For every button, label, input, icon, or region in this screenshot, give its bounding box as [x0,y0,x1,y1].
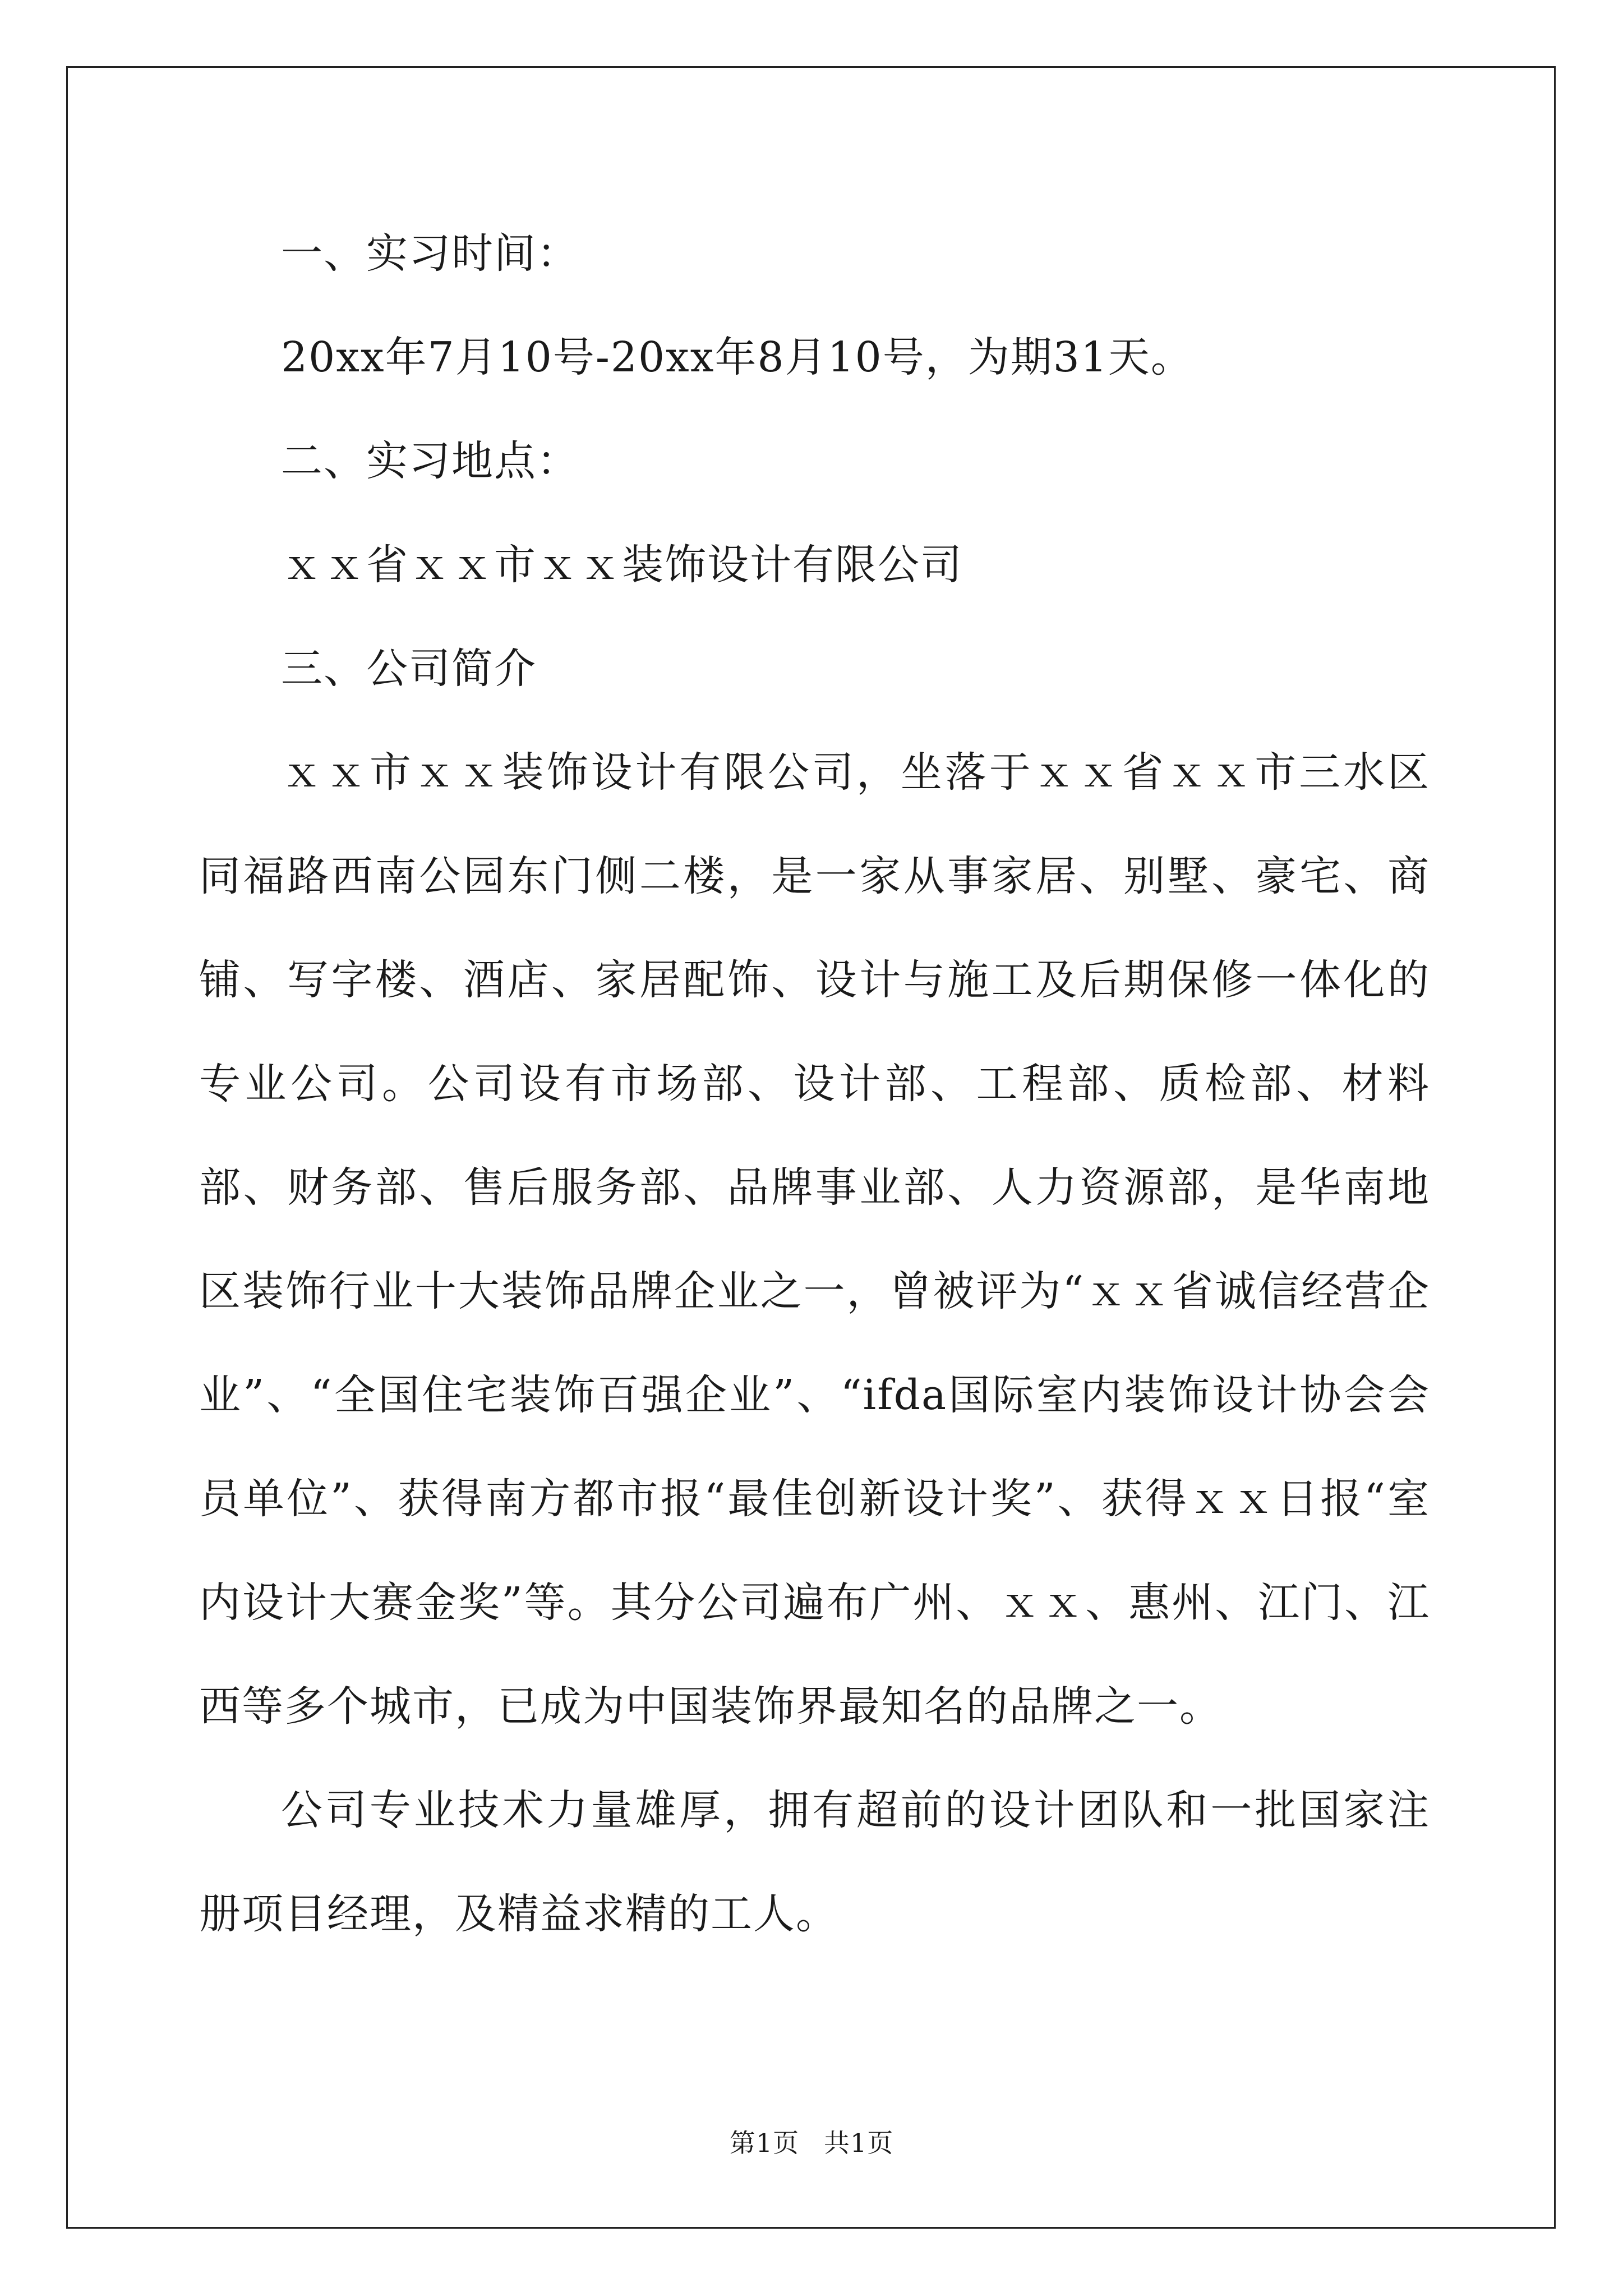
section-heading-company-intro: 三、公司简介 [281,645,537,693]
company-intro-paragraph: ｘｘ市ｘｘ装饰设计有限公司，坐落于ｘｘ省ｘｘ市三水区同福路西南公园东门侧二楼，是一家从事家居、别墅、豪宅、商铺、写字楼、酒店、家居配饰、设计与施工及后期保修一体化的专业公司。公司设有市场部、设计部、工程部、质检部、材料部、财务部、售后服务部、品牌事业部、人力资源部，是华南地区装饰行业十大装饰品牌企业之一，曾被评为“ｘｘ省诚信经营企业”、“全国住宅装饰百强企业”、“ifda国际室内装饰设计协会会员单位”、获得南方都市报“最佳创新设计奖”、获得ｘｘ日报“室内设计大赛金奖”等。其分公司遍布广州、ｘｘ、惠州、江门、江西等多个城市，已成为中国装饰界最知名的品牌之一。 [199,748,1430,1731]
internship-period: 20xx年7月10号-20xx年8月10号，为期31天。 [281,333,1193,381]
internship-location: ｘｘ省ｘｘ市ｘｘ装饰设计有限公司 [281,541,963,589]
page-total: 共1页 [824,2128,894,2158]
section-heading-location: 二、实习地点： [281,437,579,485]
company-strength-paragraph: 公司专业技术力量雄厚，拥有超前的设计团队和一批国家注册项目经理，及精益求精的工人。 [199,1786,1430,1938]
page-footer [0,2126,1623,2160]
document-body [199,202,1430,1966]
section-heading-time: 一、实习时间： [281,229,579,278]
page-number: 第1页 [729,2128,799,2158]
